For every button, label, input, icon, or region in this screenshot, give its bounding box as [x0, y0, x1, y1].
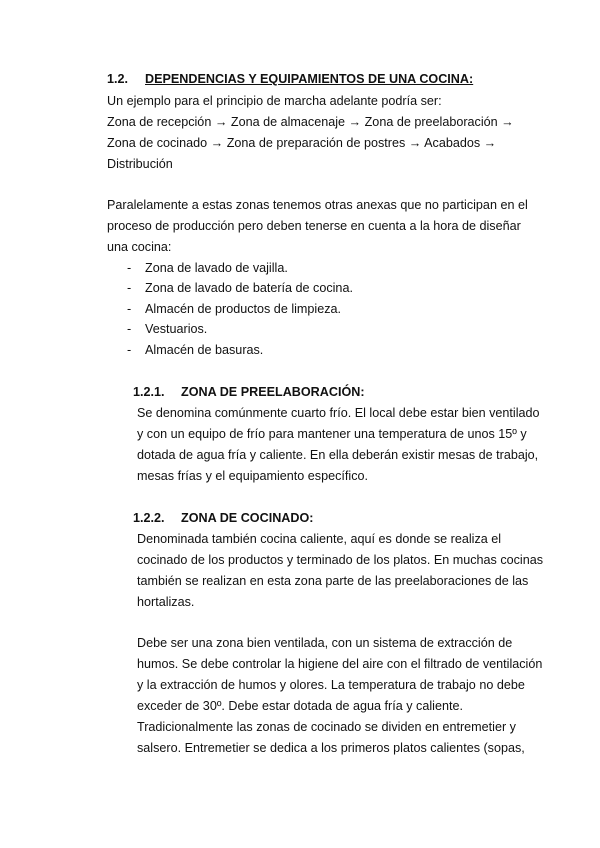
subsection-title: ZONA DE PREELABORACIÓN:	[181, 385, 365, 399]
section-title: DEPENDENCIAS Y EQUIPAMIENTOS DE UNA COCINA:	[145, 72, 474, 86]
list-item: Vestuarios.	[145, 322, 208, 336]
section-number: 1.2.	[107, 72, 129, 86]
paragraph-line: cocinado de los productos y terminado de los platos. En muchas cocinas	[137, 553, 544, 567]
paragraph-line: Debe ser una zona bien ventilada, con un sistema de extracción de	[137, 636, 513, 650]
paragraph-line: también se realizan en esta zona parte de las preelaboraciones de las	[137, 574, 529, 588]
subsection-title: ZONA DE COCINADO:	[181, 511, 314, 525]
list-item: Almacén de productos de limpieza.	[145, 302, 342, 316]
intro-line: Zona de cocinado → Zona de preparación de postres → Acabados →	[107, 136, 497, 150]
paragraph-line: dotada de agua fría y caliente. En ella deberán existir mesas de trabajo,	[137, 448, 539, 462]
subsection-number: 1.2.1.	[133, 385, 165, 399]
list-item: Zona de lavado de batería de cocina.	[145, 281, 353, 295]
subsection-number: 1.2.2.	[133, 511, 165, 525]
paragraph-line: Se denomina comúnmente cuarto frío. El local debe estar bien ventilado	[137, 406, 540, 420]
list-bullet: -	[127, 281, 132, 295]
list-item: Zona de lavado de vajilla.	[145, 261, 288, 275]
list-bullet: -	[127, 343, 132, 357]
annex-paragraph-line: proceso de producción pero deben tenerse en cuenta a la hora de diseñar	[107, 219, 521, 233]
paragraph-line: y la extracción de humos y olores. La temperatura de trabajo no debe	[137, 678, 525, 692]
subsection-heading	[133, 385, 365, 400]
paragraph-line: humos. Se debe controlar la higiene del aire con el filtrado de ventilación	[137, 657, 543, 671]
list-bullet: -	[127, 322, 132, 336]
paragraph-line: Tradicionalmente las zonas de cocinado se dividen en entremetier y	[137, 720, 516, 734]
list-bullet: -	[127, 261, 132, 275]
section-heading	[107, 72, 473, 87]
paragraph-line: hortalizas.	[137, 595, 195, 609]
paragraph-line: mesas frías y el equipamiento específico.	[137, 469, 368, 483]
list-bullet: -	[127, 302, 132, 316]
paragraph-line: exceder de 30º. Debe estar dotada de agua fría y caliente.	[137, 699, 463, 713]
paragraph-line: Denominada también cocina caliente, aquí es donde se realiza el	[137, 532, 502, 546]
annex-paragraph-line: Paralelamente a estas zonas tenemos otras anexas que no participan en el	[107, 198, 528, 212]
paragraph-line: y con un equipo de frío para mantener una temperatura de unos 15º y	[137, 427, 527, 441]
intro-line: Zona de recepción → Zona de almacenaje → Zona de preelaboración →	[107, 115, 514, 129]
list-item: Almacén de basuras.	[145, 343, 264, 357]
intro-line: Distribución	[107, 157, 173, 171]
annex-paragraph-line: una cocina:	[107, 240, 172, 254]
subsection-heading	[133, 511, 313, 526]
intro-line: Un ejemplo para el principio de marcha adelante podría ser:	[107, 94, 442, 108]
paragraph-line: salsero. Entremetier se dedica a los primeros platos calientes (sopas,	[137, 741, 525, 755]
